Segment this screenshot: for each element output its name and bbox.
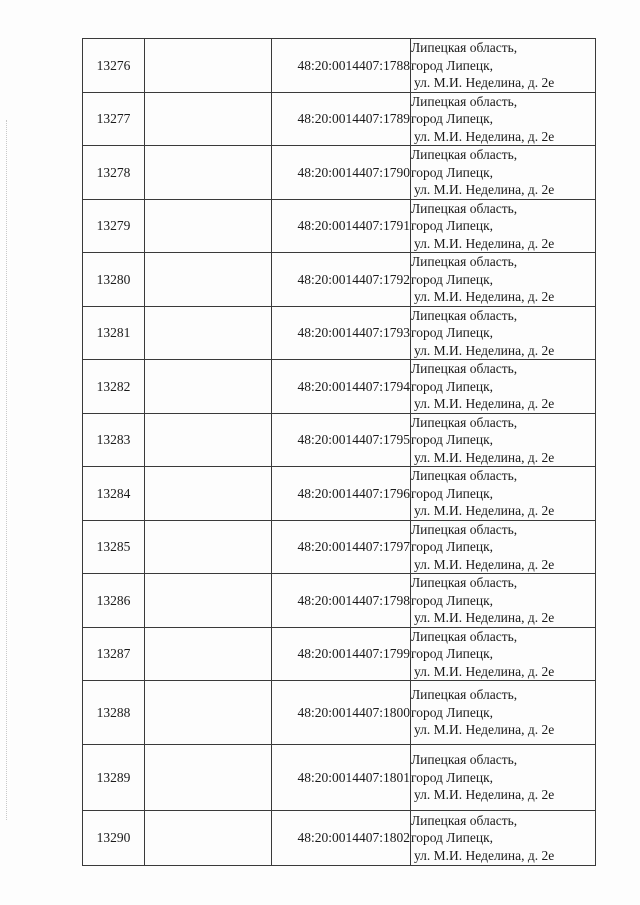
blank-cell: [145, 306, 272, 360]
cadastral-number-cell: 48:20:0014407:1794: [272, 360, 411, 414]
address-city: город Липецк,: [411, 704, 494, 720]
address-region: Липецкая область,: [411, 628, 518, 644]
row-number-cell: 13282: [83, 360, 145, 414]
blank-cell: [145, 467, 272, 521]
address-cell: [411, 199, 596, 253]
address-street: ул. М.И. Неделина, д. 2е: [414, 610, 555, 625]
address-cell: [411, 627, 596, 681]
blank-cell: [145, 574, 272, 628]
blank-cell: [145, 253, 272, 307]
table-row: [83, 627, 596, 681]
row-number-cell: 13285: [83, 520, 145, 574]
table-row: [83, 199, 596, 253]
table-row: [83, 306, 596, 360]
row-number-cell: 13276: [83, 39, 145, 93]
row-number-cell: 13279: [83, 199, 145, 253]
row-number-cell: 13286: [83, 574, 145, 628]
blank-cell: [145, 199, 272, 253]
cadastral-number-cell: 48:20:0014407:1799: [272, 627, 411, 681]
address-region: Липецкая область,: [411, 752, 518, 768]
row-number-cell: 13290: [83, 811, 145, 866]
address-city: город Липецк,: [411, 378, 494, 394]
table-row: [83, 467, 596, 521]
address-city: город Липецк,: [411, 646, 494, 661]
address-cell: [411, 306, 596, 360]
address-cell: [411, 745, 596, 811]
address-city: город Липецк,: [411, 111, 494, 126]
address-region: Липецкая область,: [411, 687, 518, 703]
cadastral-number-cell: 48:20:0014407:1801: [272, 745, 411, 811]
row-number-cell: 13280: [83, 253, 145, 307]
row-number-cell: 13283: [83, 413, 145, 467]
address-street: ул. М.И. Неделина, д. 2е: [414, 847, 555, 863]
address-street: ул. М.И. Неделина, д. 2е: [414, 289, 555, 304]
address-cell: [411, 360, 596, 414]
address-city: город Липецк,: [411, 218, 494, 233]
cadastral-number-cell: 48:20:0014407:1796: [272, 467, 411, 521]
address-region: Липецкая область,: [411, 521, 518, 537]
address-city: город Липецк,: [411, 271, 494, 287]
cadastral-number-cell: 48:20:0014407:1789: [272, 92, 411, 146]
address-region: Липецкая область,: [411, 147, 518, 162]
cadastral-number-cell: 48:20:0014407:1800: [272, 681, 411, 745]
blank-cell: [145, 520, 272, 574]
cadastral-number-cell: 48:20:0014407:1790: [272, 146, 411, 200]
row-number-cell: 13287: [83, 627, 145, 681]
row-number-cell: 13281: [83, 306, 145, 360]
address-city: город Липецк,: [411, 485, 494, 501]
address-region: Липецкая область,: [411, 361, 518, 376]
table-row: [83, 574, 596, 628]
address-city: город Липецк,: [411, 539, 494, 554]
address-region: Липецкая область,: [411, 468, 518, 483]
address-street: ул. М.И. Неделина, д. 2е: [414, 787, 555, 803]
address-city: город Липецк,: [411, 57, 494, 73]
address-region: Липецкая область,: [411, 414, 518, 430]
address-street: ул. М.И. Неделина, д. 2е: [414, 396, 555, 411]
address-street: ул. М.И. Неделина, д. 2е: [414, 663, 555, 679]
address-city: город Липецк,: [411, 164, 494, 180]
blank-cell: [145, 92, 272, 146]
address-street: ул. М.И. Неделина, д. 2е: [414, 342, 555, 358]
address-city: город Липецк,: [411, 325, 494, 340]
address-street: ул. М.И. Неделина, д. 2е: [414, 182, 555, 197]
blank-cell: [145, 39, 272, 93]
address-cell: [411, 413, 596, 467]
row-number-cell: 13288: [83, 681, 145, 745]
table-row: [83, 39, 596, 93]
row-number-cell: 13289: [83, 745, 145, 811]
address-street: ул. М.И. Неделина, д. 2е: [414, 722, 555, 738]
blank-cell: [145, 360, 272, 414]
address-cell: [411, 467, 596, 521]
register-table-body: [83, 39, 596, 866]
blank-cell: [145, 811, 272, 866]
address-region: Липецкая область,: [411, 575, 518, 590]
scan-margin-dots: [6, 120, 9, 820]
table-row: [83, 413, 596, 467]
blank-cell: [145, 627, 272, 681]
address-cell: [411, 520, 596, 574]
table-row: [83, 745, 596, 811]
address-region: Липецкая область,: [411, 812, 518, 828]
address-cell: [411, 253, 596, 307]
address-region: Липецкая область,: [411, 254, 518, 269]
address-city: город Липецк,: [411, 432, 494, 447]
cadastral-number-cell: 48:20:0014407:1793: [272, 306, 411, 360]
address-street: ул. М.И. Неделина, д. 2е: [414, 503, 555, 518]
address-street: ул. М.И. Неделина, д. 2е: [414, 75, 555, 90]
cadastral-number-cell: 48:20:0014407:1795: [272, 413, 411, 467]
address-region: Липецкая область,: [411, 200, 518, 216]
cadastral-number-cell: 48:20:0014407:1798: [272, 574, 411, 628]
table-row: [83, 360, 596, 414]
row-number-cell: 13277: [83, 92, 145, 146]
address-city: город Липецк,: [411, 769, 494, 785]
address-cell: [411, 39, 596, 93]
table-row: [83, 520, 596, 574]
address-street: ул. М.И. Неделина, д. 2е: [414, 556, 555, 572]
address-street: ул. М.И. Неделина, д. 2е: [414, 449, 555, 465]
row-number-cell: 13284: [83, 467, 145, 521]
address-region: Липецкая область,: [411, 307, 518, 323]
address-cell: [411, 574, 596, 628]
cadastral-number-cell: 48:20:0014407:1791: [272, 199, 411, 253]
address-city: город Липецк,: [411, 592, 494, 608]
table-row: [83, 92, 596, 146]
address-street: ул. М.И. Неделина, д. 2е: [414, 128, 555, 144]
address-cell: [411, 146, 596, 200]
address-city: город Липецк,: [411, 830, 494, 846]
table-row: [83, 253, 596, 307]
row-number-cell: 13278: [83, 146, 145, 200]
blank-cell: [145, 745, 272, 811]
blank-cell: [145, 413, 272, 467]
table-row: [83, 811, 596, 866]
address-region: Липецкая область,: [411, 40, 518, 55]
address-cell: [411, 92, 596, 146]
table-row: [83, 146, 596, 200]
address-region: Липецкая область,: [411, 93, 518, 109]
cadastral-number-cell: 48:20:0014407:1788: [272, 39, 411, 93]
cadastral-number-cell: 48:20:0014407:1797: [272, 520, 411, 574]
address-cell: [411, 811, 596, 866]
blank-cell: [145, 681, 272, 745]
property-register-table: [82, 38, 596, 866]
address-street: ул. М.И. Неделина, д. 2е: [414, 235, 555, 251]
table-row: [83, 681, 596, 745]
address-cell: [411, 681, 596, 745]
cadastral-number-cell: 48:20:0014407:1802: [272, 811, 411, 866]
blank-cell: [145, 146, 272, 200]
cadastral-number-cell: 48:20:0014407:1792: [272, 253, 411, 307]
